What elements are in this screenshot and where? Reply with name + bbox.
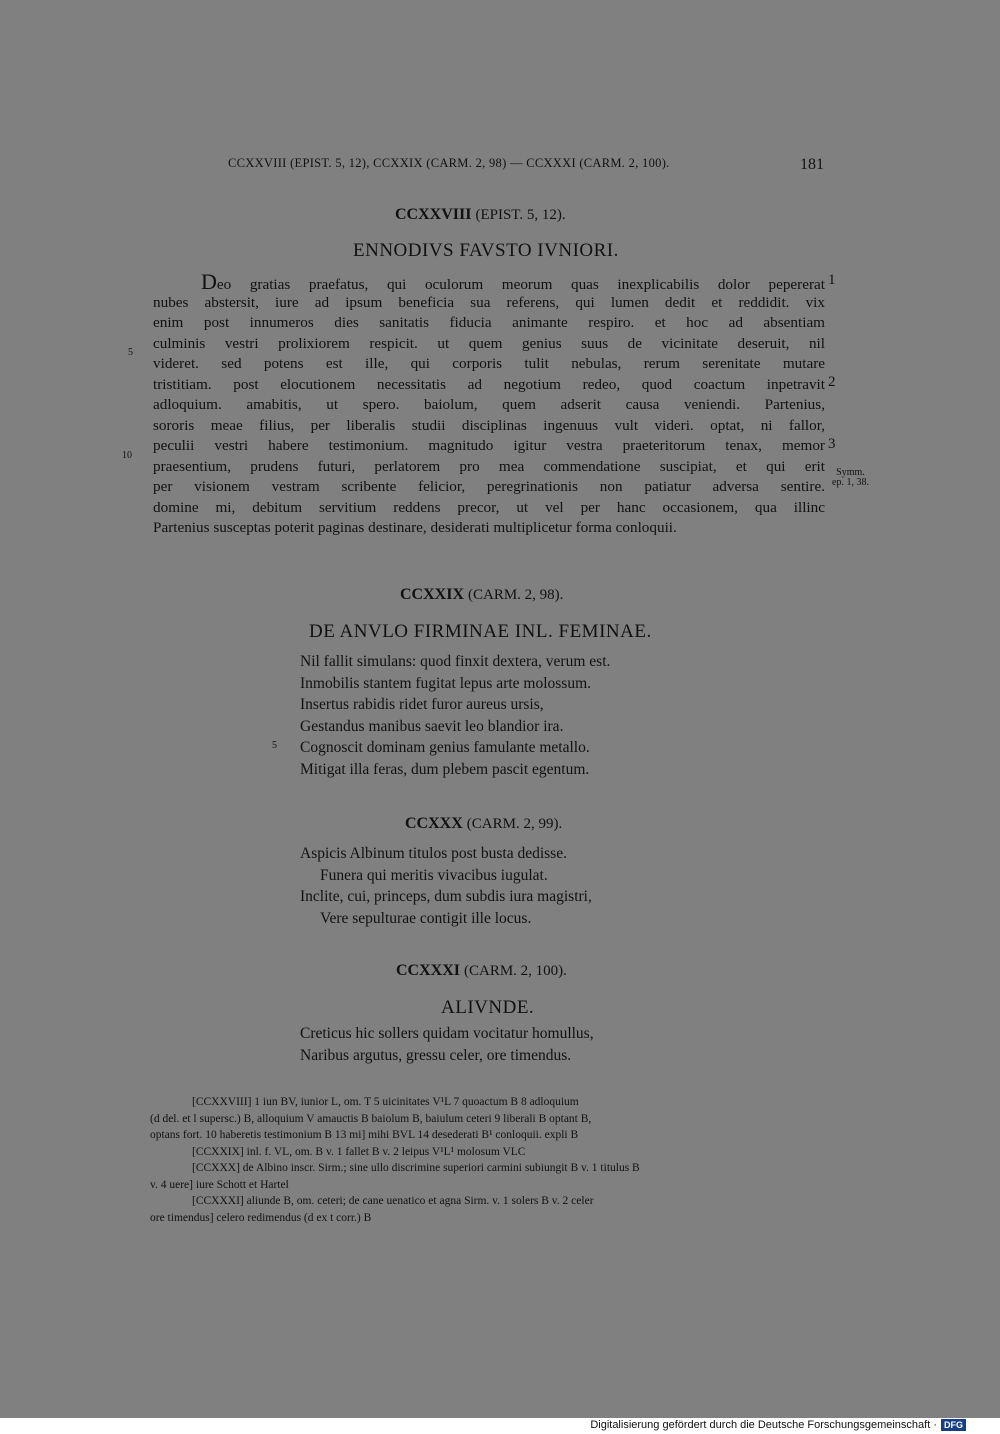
letter-line: praesentium, prudens futuri, perlatorem pro mea commendatione suscipiat, et qui erit (153, 457, 825, 475)
apparatus-line: [CCXXX] de Albino inscr. Sirm.; sine ullo discrimine superiori carmini subiungit B v. 1 titulus B (192, 1162, 640, 1174)
poem-231-number: CCXXXI (396, 962, 460, 979)
verse-line: Nil fallit simulans: quod finxit dextera, verum est. (300, 653, 611, 670)
verse-line: Mitigat illa feras, dum plebem pascit egentum. (300, 760, 590, 778)
dfg-logo: DFG (941, 1419, 966, 1431)
poem-229-number: CCXXIX (400, 586, 464, 603)
paragraph-number: 3 (828, 436, 836, 452)
apparatus-line: [CCXXXI] aliunde B, om. ceteri; de cane uenatico et agna Sirm. v. 1 solers B v. 2 celer (192, 1195, 594, 1207)
letter-line: per visionem vestram scribente felicior, peregrinationis non patiatur adversa sentire. (153, 478, 825, 495)
poem-231-title: ALIVNDE. (441, 997, 535, 1018)
poem-229-heading (400, 586, 563, 604)
letter-source: (EPIST. 5, 12). (475, 207, 566, 223)
poem-230-source: (CARM. 2, 99). (466, 816, 563, 832)
line-number: 5 (128, 347, 133, 358)
apparatus-line: v. 4 uere] iure Schott et Hartel (150, 1178, 289, 1191)
letter-line: videret. sed potens est ille, qui corporis tulit nebulas, rerum serenitate mutare (153, 355, 825, 372)
apparatus-line: [CCXXIX] inl. f. VL, om. B v. 1 fallet B v. 2 leipus V¹L¹ molosum VLC (192, 1145, 526, 1158)
poem-229-title: DE ANVLO FIRMINAE INL. FEMINAE. (309, 621, 652, 642)
digitization-credit (590, 1419, 966, 1431)
line-number: 5 (272, 740, 277, 751)
poem-231-heading (396, 962, 567, 980)
letter-body (153, 269, 825, 539)
apparatus-line: (d del. et l supersc.) B, alloquium V amauctis B baiolum B, baiulum ceteri 9 liberali B optant B, (150, 1112, 592, 1125)
line-number: 10 (122, 450, 132, 461)
verse-line: Inmobilis stantem fugitat lepus arte molossum. (300, 674, 592, 692)
poem-231-verses (300, 1023, 594, 1066)
verse-line: Insertus rabidis ridet furor aureus ursis, (300, 696, 544, 713)
apparatus-line: optans fort. 10 haberetis testimonium B 13 mi] mihi BVL 14 desederati B¹ conloquii. expli B (150, 1129, 579, 1141)
letter-line: nubes abstersit, iure ad ipsum beneficia sua referens, qui lumen dedit et reddidit. vix (153, 293, 825, 311)
letter-line: enim post innumeros dies sanitatis fiducia animante respiro. et hoc ad absentiam (153, 314, 825, 331)
letter-line: sororis meae filius, per liberalis studii disciplinas ingenuus vult videri. optat, ni fallor, (153, 416, 825, 434)
poem-230-number: CCXXX (405, 815, 463, 832)
verse-line: Creticus hic sollers quidam vocitatur homullus, (300, 1025, 594, 1042)
verse-line: Naribus argutus, gressu celer, ore timendus. (300, 1046, 572, 1064)
letter-line: Deo gratias praefatus, qui oculorum meorum quas inexplicabilis dolor pepererat (201, 269, 825, 294)
verse-line: Vere sepulturae contigit ille locus. (320, 909, 532, 927)
verse-line: Inclite, cui, princeps, dum subdis iura magistri, (300, 888, 592, 905)
drop-cap: D (201, 269, 217, 294)
letter-line: domine mi, debitum servitium reddens precor, ut vel per hanc occasionem, qua illinc (153, 498, 825, 516)
apparatus-line: ore timendus] celero redimendus (d ex t corr.) B (150, 1211, 372, 1224)
letter-number: CCXXVIII (395, 206, 472, 223)
letter-heading (395, 206, 566, 224)
poem-230-heading (405, 815, 562, 833)
poem-229-verses (300, 651, 610, 780)
page-number: 181 (800, 156, 824, 173)
letter-line: peculii vestri habere testimonium. magnitudo igitur vestra praeteritorum tenax, memor (153, 437, 825, 454)
letter-line: Partenius susceptas poterit paginas destinare, desiderati multiplicetur forma conloquii. (153, 519, 677, 536)
letter-line: tristitiam. post elocutionem necessitatis ad negotium redeo, quod coactum inpetravit (153, 375, 825, 393)
credit-text: Digitalisierung gefördert durch die Deutsche Forschungsgemeinschaft · (590, 1419, 937, 1431)
verse-line: Cognoscit dominam genius famulante metallo. (300, 739, 590, 756)
letter-line: adloquium. amabitis, ut spero. baiolum, quem adserit causa veniendi. Partenius, (153, 396, 825, 413)
running-header: CCXXVIII (EPIST. 5, 12), CCXXIX (CARM. 2, 98) — CCXXXI (CARM. 2, 100). (228, 156, 670, 170)
poem-231-source: (CARM. 2, 100). (464, 963, 567, 979)
verse-line: Gestandus manibus saevit leo blandior ira. (300, 717, 564, 735)
letter-title: ENNODIVS FAVSTO IVNIORI. (353, 240, 619, 261)
paragraph-number: 2 (828, 374, 836, 390)
apparatus-line: [CCXXVIII] 1 iun BV, iunior L, om. T 5 uicinitates V¹L 7 quoactum B 8 adloquium (192, 1096, 579, 1108)
verse-line: Aspicis Albinum titulos post busta dedisse. (300, 845, 567, 862)
paragraph-number: 1 (828, 272, 836, 288)
poem-229-source: (CARM. 2, 98). (468, 587, 564, 603)
margin-reference: Symm. ep. 1, 38. (832, 467, 869, 488)
poem-230-verses (300, 843, 592, 929)
letter-line: culminis vestri prolixiorem respicit. ut quem genius suus de vicinitate deseruit, nil (153, 334, 825, 352)
critical-apparatus (150, 1094, 822, 1226)
verse-line: Funera qui meritis vivacibus iugulat. (320, 866, 548, 884)
